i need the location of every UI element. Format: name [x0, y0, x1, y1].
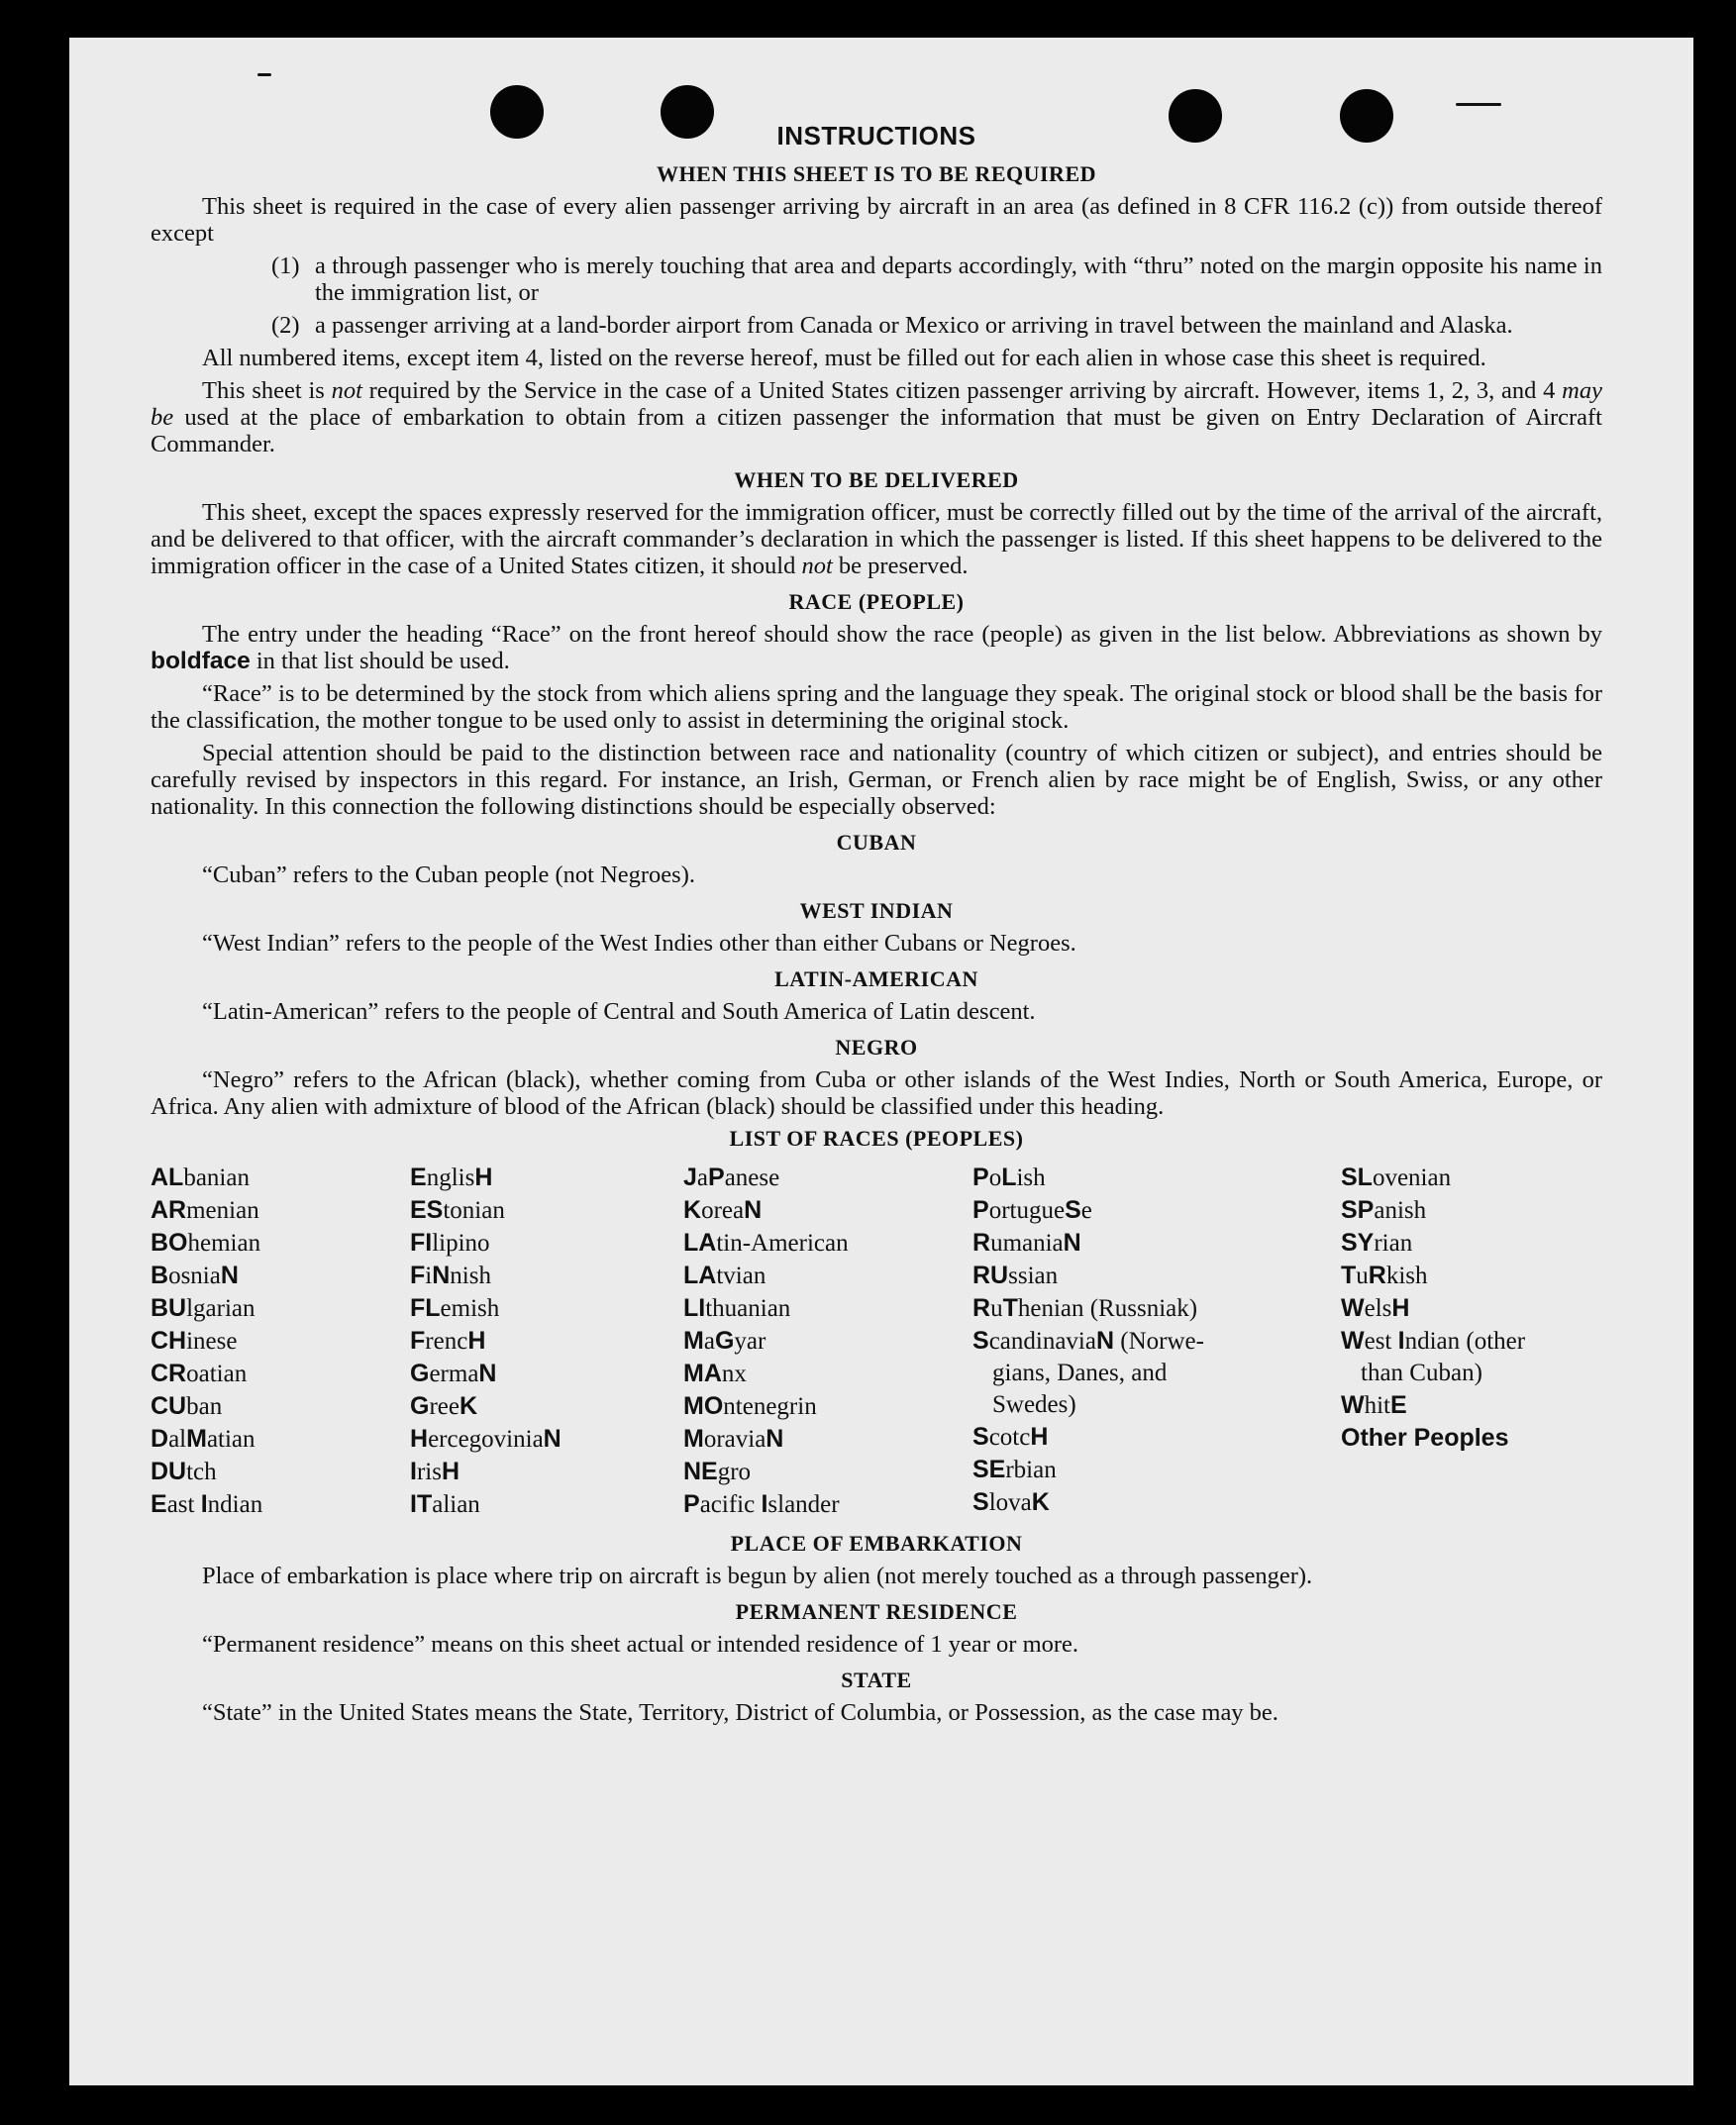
race-entry: WhitE	[1341, 1391, 1407, 1419]
race-entry: West Indian (other	[1341, 1327, 1526, 1355]
race-entry: CUban	[151, 1392, 223, 1420]
race-entry: SYrian	[1341, 1229, 1413, 1257]
race-entry: RumaniaN	[972, 1229, 1081, 1257]
document-page	[69, 38, 1693, 2085]
paragraph	[151, 377, 1602, 457]
race-entry: PortugueSe	[972, 1196, 1092, 1224]
race-entry: IrisH	[410, 1458, 460, 1485]
race-entry: NEgro	[683, 1458, 752, 1485]
emphasis: may be	[151, 377, 1602, 431]
race-entry: ScandinaviaN (Norwe-	[972, 1327, 1204, 1355]
race-entry: Pacific Islander	[683, 1490, 840, 1518]
paragraph: Special attention should be paid to the distinction between race and nationality (country of which citizen or subject), and entries should be carefully revised by inspectors in this regard. For instance, an Irish, German, or French alien by race might be of English, Swiss, or any other nationality. In this connection the following distinctions should be especially observed:	[151, 740, 1602, 820]
emphasis: not	[331, 377, 362, 404]
paragraph: “Race” is to be determined by the stock from which aliens spring and the language they speak. The original stock or blood shall be the basis for the classification, the mother tongue to be used only to assist in determining the original stock.	[151, 680, 1602, 734]
race-entry: LAtin-American	[683, 1229, 849, 1257]
race-entry: ARmenian	[151, 1196, 259, 1224]
race-entry: DalMatian	[151, 1425, 255, 1453]
race-entry: BOhemian	[151, 1229, 261, 1257]
text-span: This sheet, except the spaces expressly reserved for the immigration officer, must be correctly filled out by the time of the arrival of the aircraft, and be delivered to that officer, with the aircraft commander’s declaration in which the passenger is listed. If this sheet happens to be delivered to the immigration officer in the case of a United States citizen, it should	[151, 499, 1602, 579]
ink-smudge	[257, 73, 271, 76]
race-entry: LIthuanian	[683, 1294, 791, 1322]
item-number: (2)	[271, 312, 300, 339]
section-heading: WHEN THIS SHEET IS TO BE REQUIRED	[656, 161, 1097, 186]
race-column	[151, 1162, 410, 1521]
item-text: a through passenger who is merely touching that area and departs accordingly, with “thru” noted on the margin opposite his name in the immigration list, or	[315, 253, 1602, 306]
race-entry: CHinese	[151, 1327, 238, 1355]
section-heading: STATE	[841, 1668, 912, 1692]
race-entry: SlovaK	[972, 1488, 1050, 1516]
item-number: (1)	[271, 253, 300, 279]
paragraph: “State” in the United States means the State, Territory, District of Columbia, or Possession, as the case may be.	[202, 1699, 1278, 1726]
race-entry: MaGyar	[683, 1327, 766, 1355]
section-heading: CUBAN	[836, 830, 917, 855]
ink-smudge	[1456, 103, 1501, 106]
list-item	[271, 253, 1602, 306]
text-span: required by the Service in the case of a United States citizen passenger arriving by aircraft. However, items 1, 2, 3, and 4	[361, 377, 1563, 404]
race-entry: Swedes)	[992, 1391, 1076, 1418]
race-entry: FrencH	[410, 1327, 486, 1355]
paragraph: “Permanent residence” means on this sheet actual or intended residence of 1 year or more.	[202, 1631, 1079, 1658]
section-heading: WEST INDIAN	[799, 898, 954, 923]
race-entry: RUssian	[972, 1262, 1059, 1289]
paragraph: All numbered items, except item 4, listed on the reverse hereof, must be filled out for each alien in whose case this sheet is required.	[202, 345, 1486, 371]
race-entry: FIlipino	[410, 1229, 490, 1257]
race-entry: DUtch	[151, 1458, 217, 1485]
race-entry: MOntenegrin	[683, 1392, 817, 1420]
paragraph: Place of embarkation is place where trip on aircraft is begun by alien (not merely touched as a through passenger).	[202, 1563, 1313, 1589]
race-entry: ITalian	[410, 1490, 480, 1518]
paragraph	[151, 499, 1602, 579]
text-span: used at the place of embarkation to obtain from a citizen passenger the information that must be given on Entry Declaration of Aircraft Commander.	[151, 404, 1602, 457]
text-span: The entry under the heading “Race” on the front hereof should show the race (people) as given in the list below. Abbreviations as shown by	[202, 621, 1602, 648]
punch-hole	[490, 85, 544, 139]
race-entry: SPanish	[1341, 1196, 1427, 1224]
race-entry: GreeK	[410, 1392, 478, 1420]
race-entry: than Cuban)	[1361, 1360, 1482, 1386]
paragraph: “Latin-American” refers to the people of Central and South America of Latin descent.	[202, 998, 1036, 1025]
section-heading: LIST OF RACES (PEOPLES)	[729, 1126, 1024, 1151]
race-entry: gians, Danes, and	[992, 1360, 1168, 1386]
punch-hole	[661, 85, 714, 139]
paragraph: This sheet is required in the case of every alien passenger arriving by aircraft in an area (as defined in 8 CFR 116.2 (c)) from outside thereof except	[151, 193, 1602, 247]
race-column	[972, 1162, 1341, 1521]
race-entry: CRoatian	[151, 1360, 248, 1387]
race-entry: PoLish	[972, 1164, 1046, 1191]
race-entry: LAtvian	[683, 1262, 766, 1289]
emphasis: not	[801, 553, 833, 579]
race-entry: MAnx	[683, 1360, 747, 1387]
race-entry: BUlgarian	[151, 1294, 255, 1322]
punch-hole	[1340, 89, 1393, 143]
race-entry: WelsH	[1341, 1294, 1410, 1322]
text-span: in that list should be used.	[250, 648, 510, 674]
paragraph	[151, 621, 1602, 674]
paragraph: “West Indian” refers to the people of the West Indies other than either Cubans or Negroes.	[202, 930, 1076, 957]
race-entry: East Indian	[151, 1490, 263, 1518]
boldface-word: boldface	[151, 648, 251, 674]
race-column	[683, 1162, 972, 1521]
race-entry: FLemish	[410, 1294, 500, 1322]
race-entry: ScotcH	[972, 1423, 1049, 1451]
race-entry: RuThenian (Russniak)	[972, 1294, 1198, 1322]
race-entry: JaPanese	[683, 1164, 780, 1191]
list-item	[271, 312, 1602, 339]
race-entry: GermaN	[410, 1360, 497, 1387]
section-heading: LATIN-AMERICAN	[774, 966, 978, 991]
race-entry: ALbanian	[151, 1164, 250, 1191]
race-entry: TuRkish	[1341, 1262, 1428, 1289]
paragraph: “Negro” refers to the African (black), whether coming from Cuba or other islands of the West Indies, North or South America, Europe, or Africa. Any alien with admixture of blood of the African (black) should be classified under this heading.	[151, 1066, 1602, 1120]
text-span: be preserved.	[832, 553, 969, 579]
paragraph: “Cuban” refers to the Cuban people (not Negroes).	[202, 861, 695, 888]
section-heading: NEGRO	[835, 1035, 918, 1060]
race-entry: SErbian	[972, 1456, 1057, 1483]
race-entry: EStonian	[410, 1196, 505, 1224]
section-heading: PLACE OF EMBARKATION	[730, 1531, 1023, 1556]
text-span: This sheet is	[202, 377, 332, 404]
race-column	[410, 1162, 683, 1521]
page-title: INSTRUCTIONS	[776, 121, 976, 151]
punch-hole	[1169, 89, 1222, 143]
section-heading: WHEN TO BE DELIVERED	[734, 467, 1019, 492]
race-column	[1341, 1162, 1598, 1521]
race-entry: MoraviaN	[683, 1425, 784, 1453]
race-entry: EnglisH	[410, 1164, 493, 1191]
race-entry: FiNnish	[410, 1262, 491, 1289]
race-entry: Other Peoples	[1341, 1424, 1509, 1452]
section-heading: PERMANENT RESIDENCE	[735, 1599, 1018, 1624]
section-heading: RACE (PEOPLE)	[788, 589, 965, 614]
race-entry: BosniaN	[151, 1262, 239, 1289]
race-entry: HercegoviniaN	[410, 1425, 562, 1453]
races-list	[151, 1162, 1602, 1521]
race-entry: SLovenian	[1341, 1164, 1452, 1191]
race-entry: KoreaN	[683, 1196, 763, 1224]
item-text: a passenger arriving at a land-border airport from Canada or Mexico or arriving in travel between the mainland and Alaska.	[315, 312, 1513, 339]
